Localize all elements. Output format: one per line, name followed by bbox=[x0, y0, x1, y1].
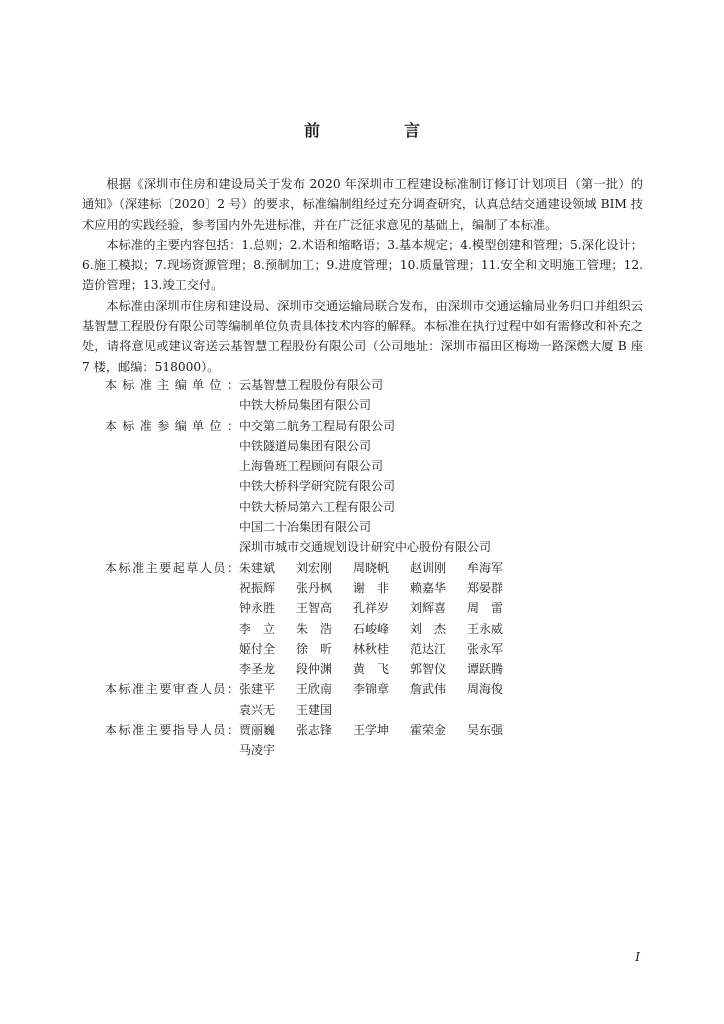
person-name: 赵训刚 bbox=[410, 560, 447, 575]
person-name: 张志锋 bbox=[296, 723, 333, 738]
person-name: 牟海军 bbox=[467, 560, 504, 575]
person-name: 刘辉喜 bbox=[410, 601, 447, 616]
person-name: 石峻峰 bbox=[353, 621, 390, 636]
person-name: 周晓帆 bbox=[353, 560, 390, 575]
person-name: 王永威 bbox=[467, 621, 504, 636]
person-name: 马凌宇 bbox=[239, 743, 276, 758]
person-name: 王欣南 bbox=[296, 682, 333, 697]
person-name: 李 立 bbox=[239, 621, 276, 636]
person-name: 张建平 bbox=[239, 682, 276, 697]
drafters-row bbox=[105, 558, 521, 680]
person-name: 吴东强 bbox=[467, 723, 504, 738]
person-name: 姬付全 bbox=[239, 641, 276, 656]
person-name: 朱建斌 bbox=[239, 560, 276, 575]
person-name: 谭跃腾 bbox=[467, 662, 504, 677]
person-name: 黄 飞 bbox=[353, 662, 390, 677]
participating-units-label: 本标准参编单位： bbox=[105, 418, 239, 433]
person-name: 王学坤 bbox=[353, 723, 390, 738]
reviewers-label: 本标准主要审查人员： bbox=[105, 682, 239, 697]
chief-units-label: 本标准主编单位： bbox=[105, 378, 239, 392]
org-item: 云基智慧工程股份有限公司 bbox=[239, 378, 384, 392]
participating-units-list bbox=[239, 416, 491, 558]
person-name: 刘 杰 bbox=[410, 621, 447, 636]
person-name: 祝振辉 bbox=[239, 580, 276, 595]
drafters-list bbox=[239, 558, 521, 680]
person-name: 林秋桂 bbox=[353, 641, 390, 656]
chief-units-row bbox=[105, 375, 521, 416]
person-name: 王建国 bbox=[296, 702, 333, 717]
person-name: 赖嘉华 bbox=[410, 580, 447, 595]
paragraph-contents: 本标准的主要内容包括：1.总则；2.术语和缩略语；3.基本规定；4.模型创建和管理；5.深化设计；6.施工模拟；7.现场资源管理；8.预制加工；9.进度管理；10.质量管理；11.安全和文明施工管理；12.造价管理；13.竣工交付。 bbox=[82, 237, 643, 293]
person-name: 徐 昕 bbox=[296, 641, 333, 656]
org-item: 上海鲁班工程顾问有限公司 bbox=[239, 459, 384, 474]
person-name: 郭智仪 bbox=[410, 662, 447, 677]
org-item: 中铁大桥科学研究院有限公司 bbox=[239, 479, 396, 494]
page-title: 前 言 bbox=[303, 121, 454, 140]
advisors-list bbox=[239, 720, 521, 761]
reviewers-list bbox=[239, 679, 521, 720]
chief-units-list bbox=[239, 375, 383, 416]
person-name: 李锦章 bbox=[353, 682, 390, 697]
person-name: 孔祥岁 bbox=[353, 601, 390, 616]
person-name: 刘宏刚 bbox=[296, 560, 333, 575]
paragraph-basis: 根据《深圳市住房和建设局关于发布 2020 年深圳市工程建设标准制订修订计划项目（第一批）的通知》（深建标〔2020〕2 号）的要求，标准编制组经过充分调查研究，认真总结交通建设领域 BIM 技术应用的实践经验，参考国内外先进标准，并在广泛征求意见的基础上，编制了本标准。 bbox=[82, 177, 643, 232]
org-item: 深圳市城市交通规划设计研究中心股份有限公司 bbox=[239, 540, 492, 555]
org-item: 中铁大桥局第六工程有限公司 bbox=[239, 499, 396, 514]
org-item: 中铁隧道局集团有限公司 bbox=[239, 438, 372, 453]
person-name: 贾丽巍 bbox=[239, 723, 276, 738]
person-name: 段仲渊 bbox=[296, 662, 333, 677]
paragraph-publication: 本标准由深圳市住房和建设局、深圳市交通运输局联合发布，由深圳市交通运输局业务归口并组织云基智慧工程股份有限公司等编制单位负责具体技术内容的解释。本标准在执行过程中如有需修改和补充之处，请将意见或建议寄送云基智慧工程股份有限公司（公司地址：深圳市福田区梅坳一路深燃大厦 B 座 7 楼，邮编：518000）。 bbox=[82, 298, 643, 374]
page-number: I bbox=[635, 950, 640, 964]
person-name: 周海俊 bbox=[467, 682, 504, 697]
reviewers-row bbox=[105, 679, 521, 720]
preface-body bbox=[82, 174, 643, 377]
person-name: 张丹枫 bbox=[296, 580, 333, 595]
person-name: 周 雷 bbox=[467, 601, 504, 616]
person-name: 霍荣金 bbox=[410, 723, 447, 738]
org-item: 中铁大桥局集团有限公司 bbox=[239, 398, 372, 413]
person-name: 朱 浩 bbox=[296, 621, 333, 636]
person-name: 钟永胜 bbox=[239, 601, 276, 616]
org-item: 中交第二航务工程局有限公司 bbox=[239, 418, 396, 433]
advisors-row bbox=[105, 720, 521, 761]
advisors-label: 本标准主要指导人员： bbox=[105, 723, 239, 738]
person-name: 郑晏群 bbox=[467, 580, 504, 595]
drafters-label: 本标准主要起草人员： bbox=[105, 560, 239, 575]
person-name: 袁兴无 bbox=[239, 702, 276, 717]
org-item: 中国二十冶集团有限公司 bbox=[239, 520, 372, 535]
person-name: 范达江 bbox=[410, 641, 447, 656]
person-name: 李圣龙 bbox=[239, 662, 276, 677]
person-name: 张永军 bbox=[467, 641, 504, 656]
participating-units-row bbox=[105, 416, 521, 558]
person-name: 王智高 bbox=[296, 601, 333, 616]
person-name: 谢 非 bbox=[353, 580, 390, 595]
person-name: 詹武伟 bbox=[410, 682, 447, 697]
credits-block bbox=[105, 375, 521, 761]
